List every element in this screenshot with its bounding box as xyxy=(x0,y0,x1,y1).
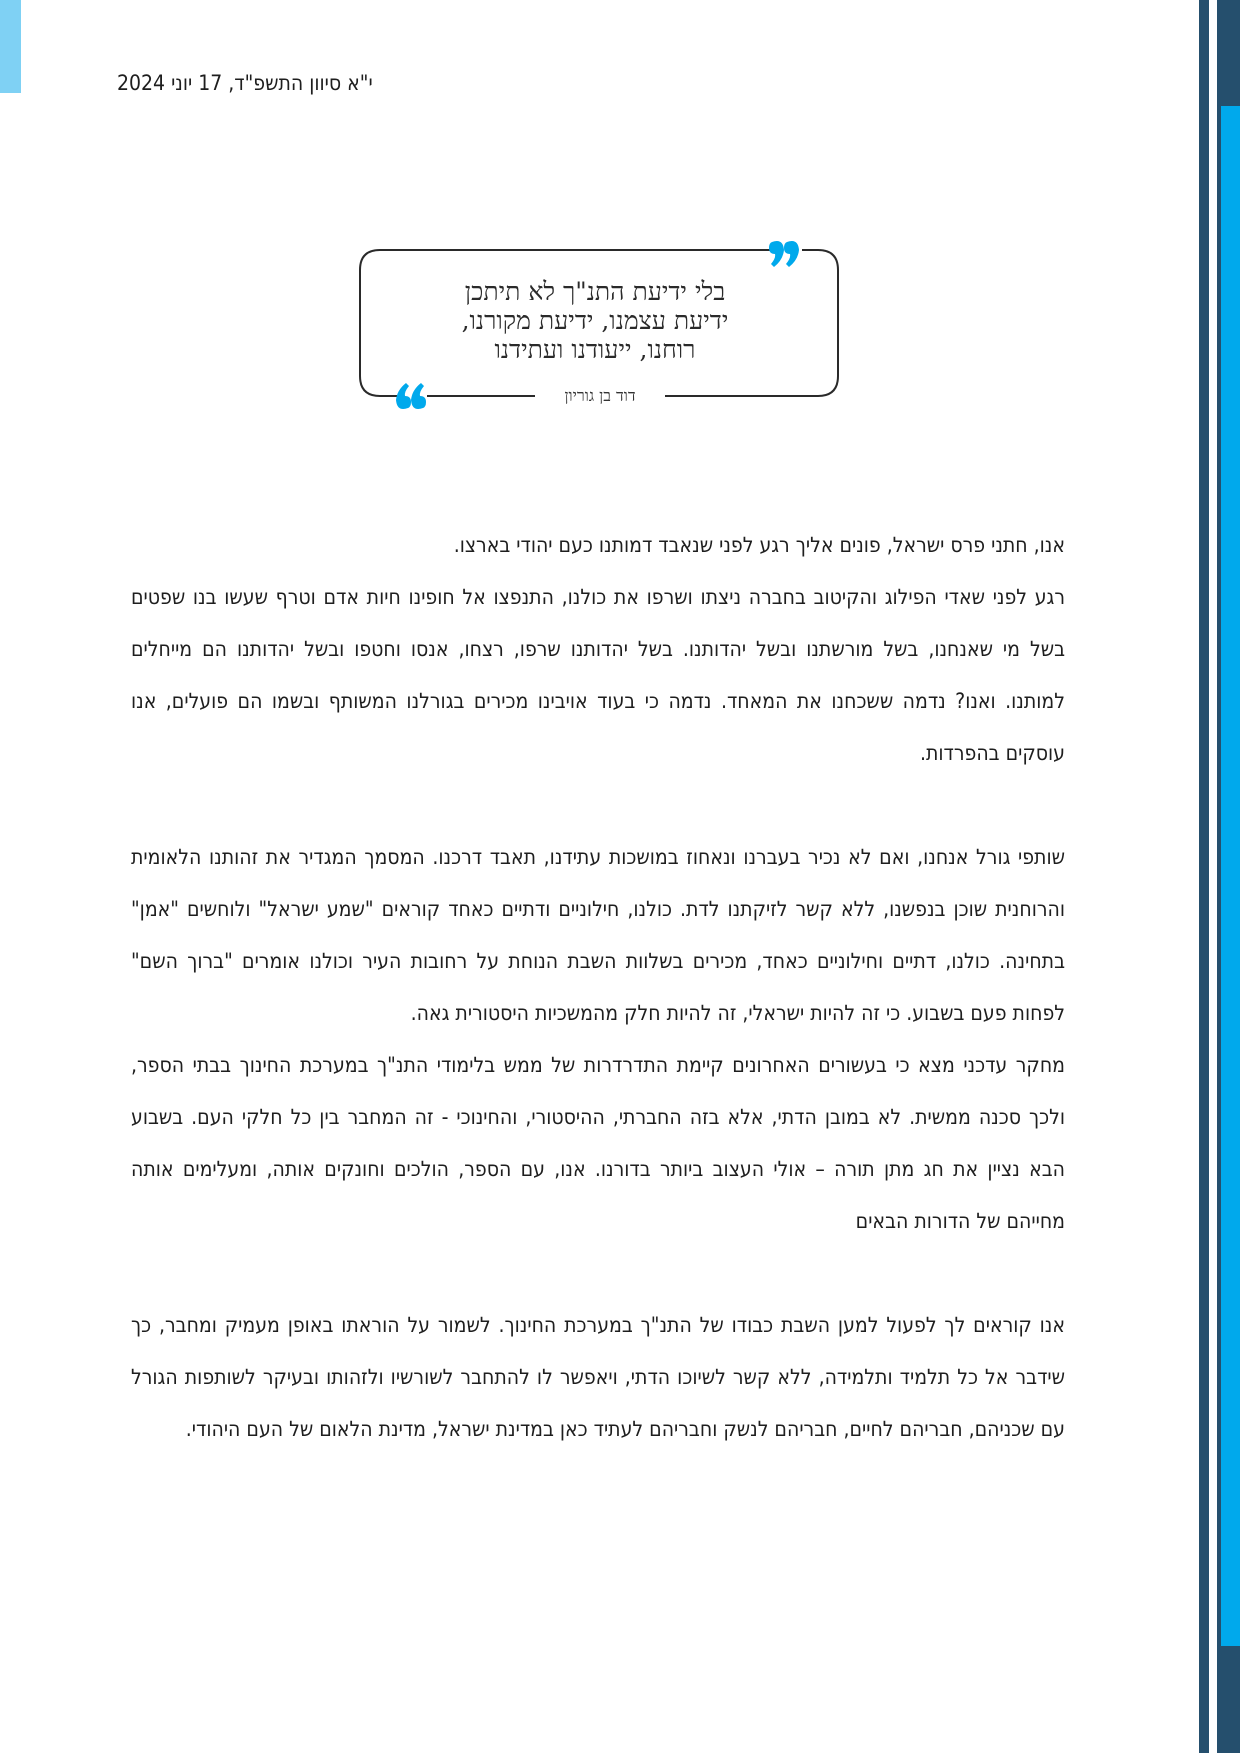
quote-text xyxy=(380,277,810,364)
quote-author: דוד בן גוריון xyxy=(564,386,636,405)
corner-accent-tab xyxy=(0,0,21,93)
body-paragraph: רגע לפני שאדי הפילוג והקיטוב בחברה ניצתו ושרפו את כולנו, התנפצו אל חופינו חיות אדם וטרף שעשו בנו שפטים בשל מי שאנחנו, בשל מורשתנו ובשל יהדותנו. בשל יהדותנו שרפו, רצחו, אנסו וחטפו ובשל יהדותנו הם מייחלים למותנו. ואנו? נדמה ששכחנו את המאחד. נדמה כי בעוד אויבינו מכירים בגורלנו המשותף ובשמו הם פועלים, אנו עוסקים בהפרדות. xyxy=(131,585,1065,765)
body-paragraph: שותפי גורל אנחנו, ואם לא נכיר בעברנו ונאחוז במושכות עתידנו, תאבד דרכנו. המסמך המגדיר את זהותנו הלאומית והרוחנית שוכן בנפשנו, ללא קשר לזיקתנו לדת. כולנו, חילוניים ודתיים כאחד קוראים "שמע ישראל" ולוחשים "אמן" בתחינה. כולנו, דתיים וחילוניים כאחד, מכירים בשלוות השבת הנוחת על רחובות העיר וכולנו אומרים "ברוך השם" לפחות פעם בשבוע. כי זה להיות ישראלי, זה להיות חלק מהמשכיות היסטורית גאה. xyxy=(131,845,1065,1025)
body-paragraph: אנו קוראים לך לפעול למען השבת כבודו של התנ"ך במערכת החינוך. לשמור על הוראתו באופן מעמיק ומחבר, כך שידבר אל כל תלמיד ותלמידה, ללא קשר לשיוכו הדתי, ויאפשר לו להתחבר לשורשיו ולזהותו ובעיקר לשותפות הגורל עם שכניהם, חבריהם לחיים, חבריהם לנשק וחבריהם לעתיד כאן במדינת ישראל, מדינת הלאום של העם היהודי. xyxy=(131,1313,1065,1441)
document-date: י"א סיוון התשפ"ד, 17 יוני 2024 xyxy=(117,71,373,95)
quote-line: רוחנו, ייעודנו ועתידנו xyxy=(494,335,696,364)
edge-bar-gap xyxy=(1209,0,1217,1753)
edge-bar-accent xyxy=(1221,106,1240,1646)
quote-close-icon xyxy=(396,383,426,409)
quote-open-icon xyxy=(769,241,799,267)
body-paragraph: מחקר עדכני מצא כי בעשורים האחרונים קיימת התדרדרות של ממש בלימודי התנ"ך במערכת החינוך בבתי הספר, ולכך סכנה ממשית. לא במובן הדתי, אלא בזה החברתי, ההיסטורי, והחינוכי - זה המחבר בין כל חלקי העם. בשבוע הבא נציין את חג מתן תורה – אולי העצוב ביותר בדורנו. אנו, עם הספר, הולכים וחונקים אותה, ומעלימים אותה מחייהם של הדורות הבאים xyxy=(131,1053,1065,1233)
letter-body xyxy=(131,519,1065,1455)
quote-line: בלי ידיעת התנ"ך לא תיתכן xyxy=(464,277,726,306)
body-paragraph: אנו, חתני פרס ישראל, פונים אליך רגע לפני שנאבד דמותנו כעם יהודי בארצו. xyxy=(453,533,1065,557)
quote-line: ידיעת עצמנו, ידיעת מקורנו, xyxy=(461,306,729,335)
